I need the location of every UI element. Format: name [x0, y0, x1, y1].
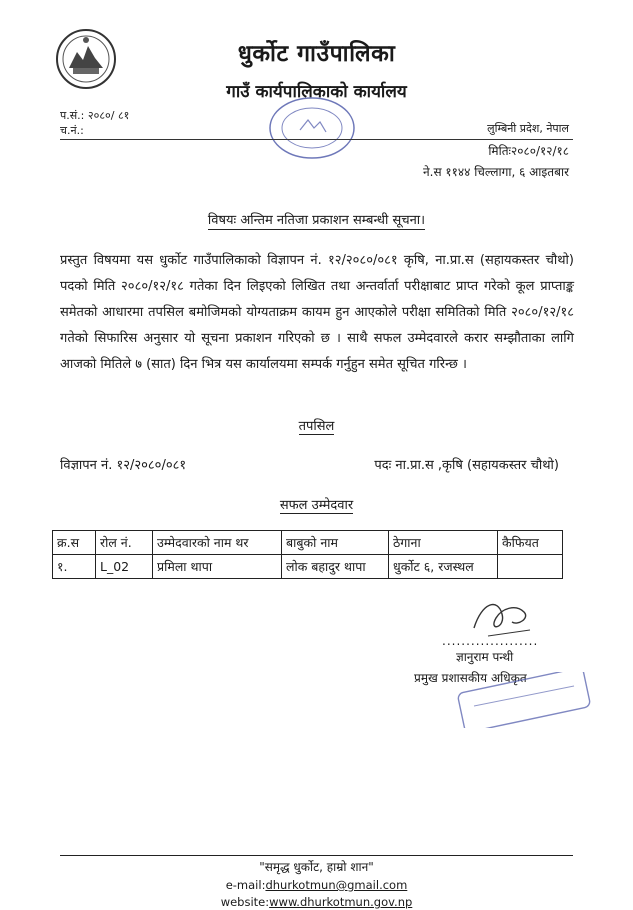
signature-dots: .................... [442, 634, 539, 648]
footer-slogan: "समृद्ध धुर्कोट, हाम्रो शान" [259, 860, 374, 874]
col-serial: क्र.स [53, 531, 96, 555]
table-row [53, 555, 563, 579]
successful-candidates-heading [0, 495, 633, 513]
cell-candidate-name: प्रमिला थापा [153, 555, 282, 579]
reference-number: प.सं.: २०८०/ ८१ [60, 109, 130, 122]
office-seal-stamp [262, 92, 362, 166]
col-father-name: बाबुको नाम [282, 531, 389, 555]
col-roll: रोल नं. [96, 531, 153, 555]
footer-divider [60, 855, 573, 856]
header-divider [60, 139, 573, 140]
signature-scribble [468, 592, 538, 640]
date-nepal-sambat: ने.स ११४४ चिल्लागा, ६ आइतबार [423, 165, 569, 179]
email-link[interactable]: dhurkotmun@gmail.com [265, 878, 408, 892]
cell-address: धुर्कोट ६, रजस्थल [389, 555, 498, 579]
cell-serial: १. [53, 555, 96, 579]
dispatch-number: च.नं.: [60, 124, 84, 137]
signatory-name: ज्ञानुराम पन्थी [456, 650, 514, 664]
details-heading-text: तपसिल [298, 419, 335, 434]
cell-remarks [498, 555, 563, 579]
website-label: website: [220, 895, 270, 909]
signatory-designation: प्रमुख प्रशासकीय अधिकृत [414, 671, 527, 685]
email-label: e-mail: [225, 878, 266, 892]
col-remarks: कैफियत [498, 531, 563, 555]
date-bs: मितिः२०८०/१२/१८ [488, 144, 569, 158]
results-table [52, 530, 563, 579]
subject-text: विषयः अन्तिम नतिजा प्रकाशन सम्बन्धी सूचना। [207, 213, 426, 228]
successful-heading-text: सफल उम्मेदवार [279, 498, 354, 513]
subject-line [0, 210, 633, 228]
province-label: लुम्बिनी प्रदेश, नेपाल [487, 122, 569, 135]
col-candidate-name: उम्मेदवारको नाम थर [153, 531, 282, 555]
cell-father-name: लोक बहादुर थापा [282, 555, 389, 579]
office-subtitle: गाउँ कार्यपालिकाको कार्यालय [226, 82, 407, 102]
details-heading [0, 416, 633, 434]
website-link[interactable]: www.dhurkotmun.gov.np [269, 895, 413, 909]
officer-stamp [454, 672, 594, 728]
cell-roll: L_02 [96, 555, 153, 579]
table-header-row [53, 531, 563, 555]
municipality-title: धुर्कोट गाउँपालिका [237, 41, 396, 67]
footer-email-line [0, 878, 633, 892]
advertisement-number: विज्ञापन नं. १२/२०८०/०८१ [60, 458, 187, 473]
post-name: पदः ना.प्रा.स ,कृषि (सहायकस्तर चौथो) [374, 458, 559, 473]
footer-website-line [0, 895, 633, 909]
col-address: ठेगाना [389, 531, 498, 555]
notice-body: प्रस्तुत विषयमा यस धुर्कोट गाउँपालिकाको विज्ञापन नं. १२/२०८०/०८१ कृषि, ना.प्रा.स (सहायकस्तर चौथो) पदको मिति २०८०/१२/१८ गतेका दिन लिइएको लिखित तथा अन्तर्वार्ता परीक्षाबाट प्राप्त गरेको कूल प्राप्ताङ्क समेतको आधारमा तपसिल बमोजिमको योग्यताक्रम कायम हुन आएकोले परीक्षा समितिको मिति २०८०/१२/१८ गतेको सिफारिस अनुसार यो सूचना प्रकाशन गरिएको छ । साथै सफल उम्मेदवारले करार सम्झौताका लागि आजको मितिले ७ (सात) दिन भित्र यस कार्यालयमा सम्पर्क गर्नुहुन समेत सूचित गरिन्छ । [60, 253, 574, 372]
